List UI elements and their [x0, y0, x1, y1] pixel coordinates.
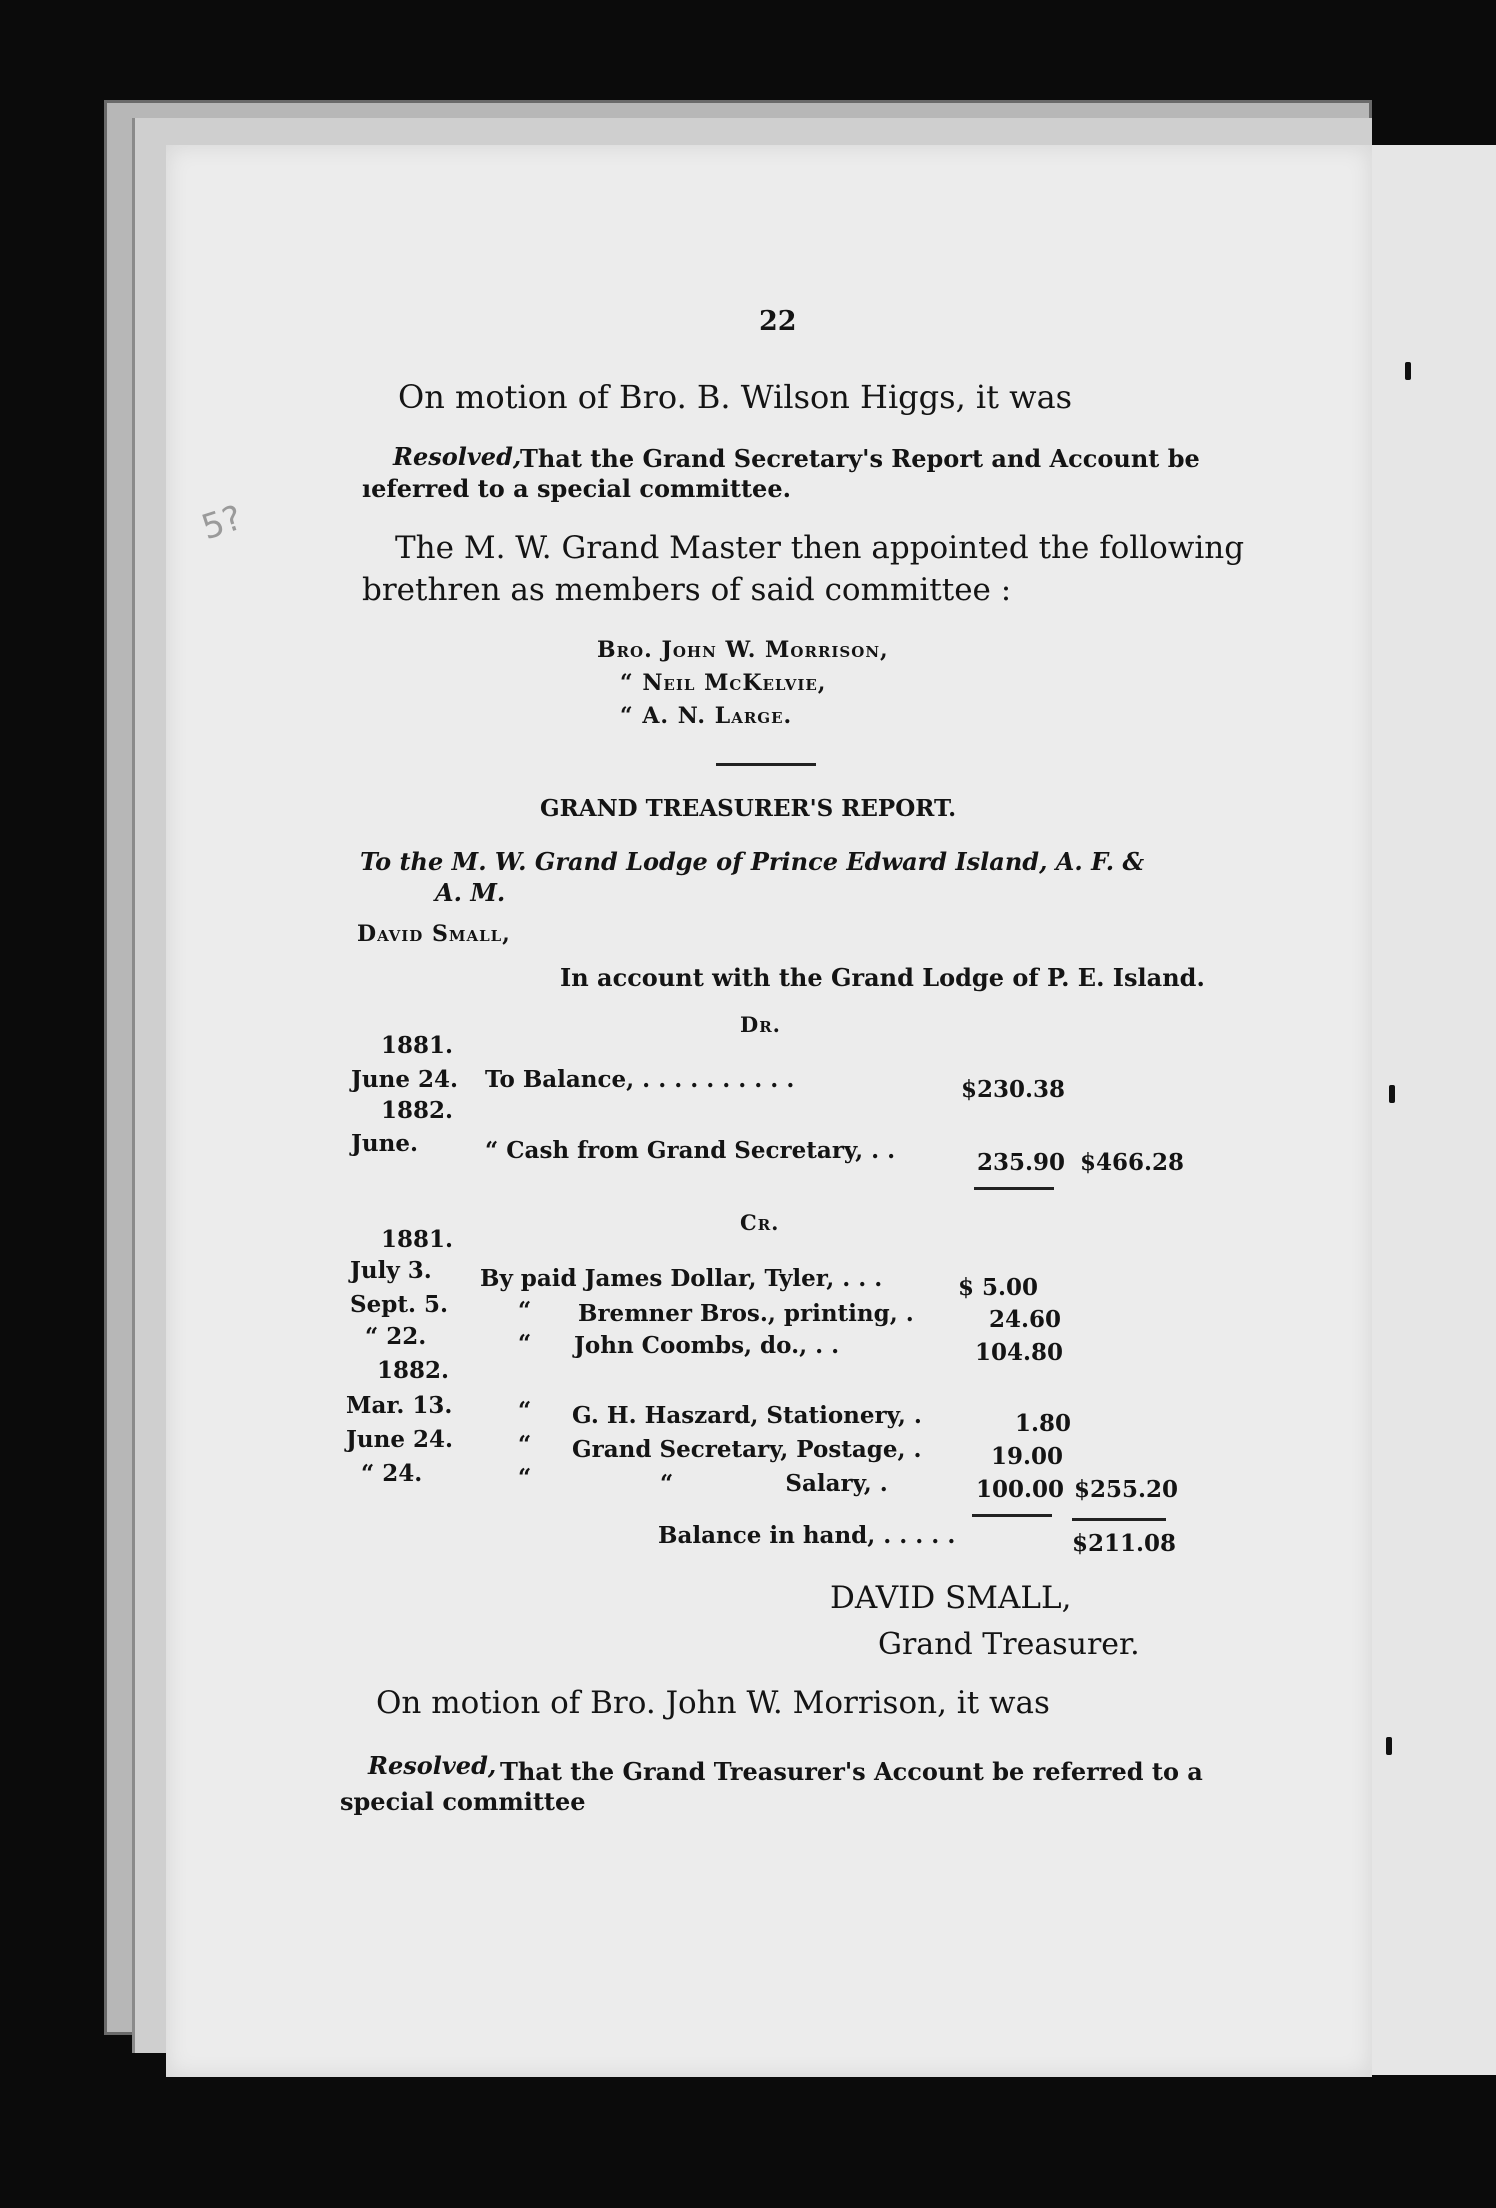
debit-desc-balance: To Balance, . . . . . . . . . .: [485, 1066, 795, 1093]
debit-date-1881: 1881.: [381, 1032, 454, 1059]
resolved-2-line2: special committee: [340, 1787, 586, 1816]
resolved-1-line2: ıeferred to a special committee.: [362, 474, 791, 503]
credit-mark-22: “: [518, 1330, 532, 1357]
treasurer-name: David Small,: [357, 921, 511, 947]
report-heading: GRAND TREASURER'S REPORT.: [540, 795, 957, 822]
debit-underline: [974, 1187, 1054, 1190]
signature-name: DAVID SMALL,: [830, 1580, 1072, 1616]
report-address-line2: A. M.: [435, 878, 506, 907]
credit-total: $255.20: [1074, 1476, 1179, 1503]
committee-member-3: “ A. N. Large.: [620, 703, 793, 729]
credit-amount-salary: 100.00: [976, 1476, 1065, 1503]
balance-label: Balance in hand, . . . . .: [658, 1522, 956, 1549]
section-divider: [716, 763, 816, 766]
credit-desc-tyler: By paid James Dollar, Tyler, . . .: [480, 1265, 883, 1292]
resolved-2-line1: That the Grand Treasurer's Account be referred to a: [500, 1757, 1203, 1786]
debit-date-june: June.: [351, 1130, 418, 1157]
credit-date-july3: July 3.: [350, 1257, 432, 1284]
pencil-annotation: 5?: [196, 497, 247, 549]
debit-label: Dr.: [740, 1012, 781, 1037]
credit-date-1882: 1882.: [377, 1357, 450, 1384]
credit-underline-total: [1072, 1518, 1166, 1521]
debit-date-1882: 1882.: [381, 1097, 454, 1124]
signature-title: Grand Treasurer.: [878, 1627, 1140, 1662]
credit-desc-haszard: G. H. Haszard, Stationery, .: [572, 1402, 922, 1429]
resolved-2-word: Resolved,: [368, 1751, 497, 1780]
debit-date-june24: June 24.: [351, 1066, 458, 1093]
credit-date-mar13: Mar. 13.: [346, 1392, 453, 1419]
credit-date-24: “ 24.: [361, 1460, 423, 1487]
report-address-line1: To the M. W. Grand Lodge of Prince Edward Island, A. F. &: [360, 847, 1145, 876]
motion-1: On motion of Bro. B. Wilson Higgs, it was: [398, 378, 1073, 416]
edge-mark-1: [1405, 362, 1411, 380]
credit-date-22: “ 22.: [365, 1323, 427, 1350]
edge-mark-2: [1389, 1085, 1395, 1103]
resolved-1-word: Resolved,: [393, 442, 522, 471]
committee-member-2: “ Neil McKelvie,: [620, 670, 827, 696]
account-line: In account with the Grand Lodge of P. E. Island.: [560, 963, 1205, 992]
credit-mark-june24: “: [518, 1431, 532, 1458]
credit-desc-bremner: Bremner Bros., printing, .: [578, 1300, 914, 1327]
appointment-line2: brethren as members of said committee :: [362, 572, 1012, 608]
credit-date-sept5: Sept. 5.: [350, 1291, 448, 1318]
debit-desc-cash: “ Cash from Grand Secretary, . .: [485, 1137, 896, 1164]
committee-member-1: Bro. John W. Morrison,: [597, 637, 889, 663]
credit-desc-salary: “ Salary, .: [660, 1470, 888, 1497]
credit-mark-sept5: “: [518, 1297, 532, 1324]
appointment-line1: The M. W. Grand Master then appointed the following: [395, 530, 1245, 566]
credit-date-1881: 1881.: [381, 1226, 454, 1253]
credit-amount-coombs: 104.80: [975, 1339, 1064, 1366]
debit-amount-balance: $230.38: [961, 1076, 1066, 1103]
credit-amount-tyler: $ 5.00: [958, 1274, 1039, 1301]
debit-total: $466.28: [1080, 1149, 1185, 1176]
credit-desc-postage: Grand Secretary, Postage, .: [572, 1436, 922, 1463]
credit-label: Cr.: [740, 1210, 780, 1235]
motion-2: On motion of Bro. John W. Morrison, it was: [376, 1685, 1050, 1721]
debit-amount-cash: 235.90: [977, 1149, 1066, 1176]
facing-page-edge: [1362, 145, 1496, 2075]
credit-amount-bremner: 24.60: [989, 1306, 1062, 1333]
resolved-1-line1: That the Grand Secretary's Report and Account be: [520, 444, 1200, 473]
edge-mark-3: [1386, 1737, 1392, 1755]
page-number: 22: [759, 306, 797, 337]
credit-mark-24: “: [518, 1464, 532, 1491]
credit-desc-coombs: John Coombs, do., . .: [574, 1332, 840, 1359]
credit-underline-amount: [972, 1514, 1052, 1517]
credit-amount-haszard: 1.80: [1015, 1410, 1072, 1437]
credit-date-june24: June 24.: [346, 1426, 453, 1453]
balance-value: $211.08: [1072, 1530, 1177, 1557]
credit-amount-postage: 19.00: [991, 1443, 1064, 1470]
credit-mark-mar13: “: [518, 1397, 532, 1424]
